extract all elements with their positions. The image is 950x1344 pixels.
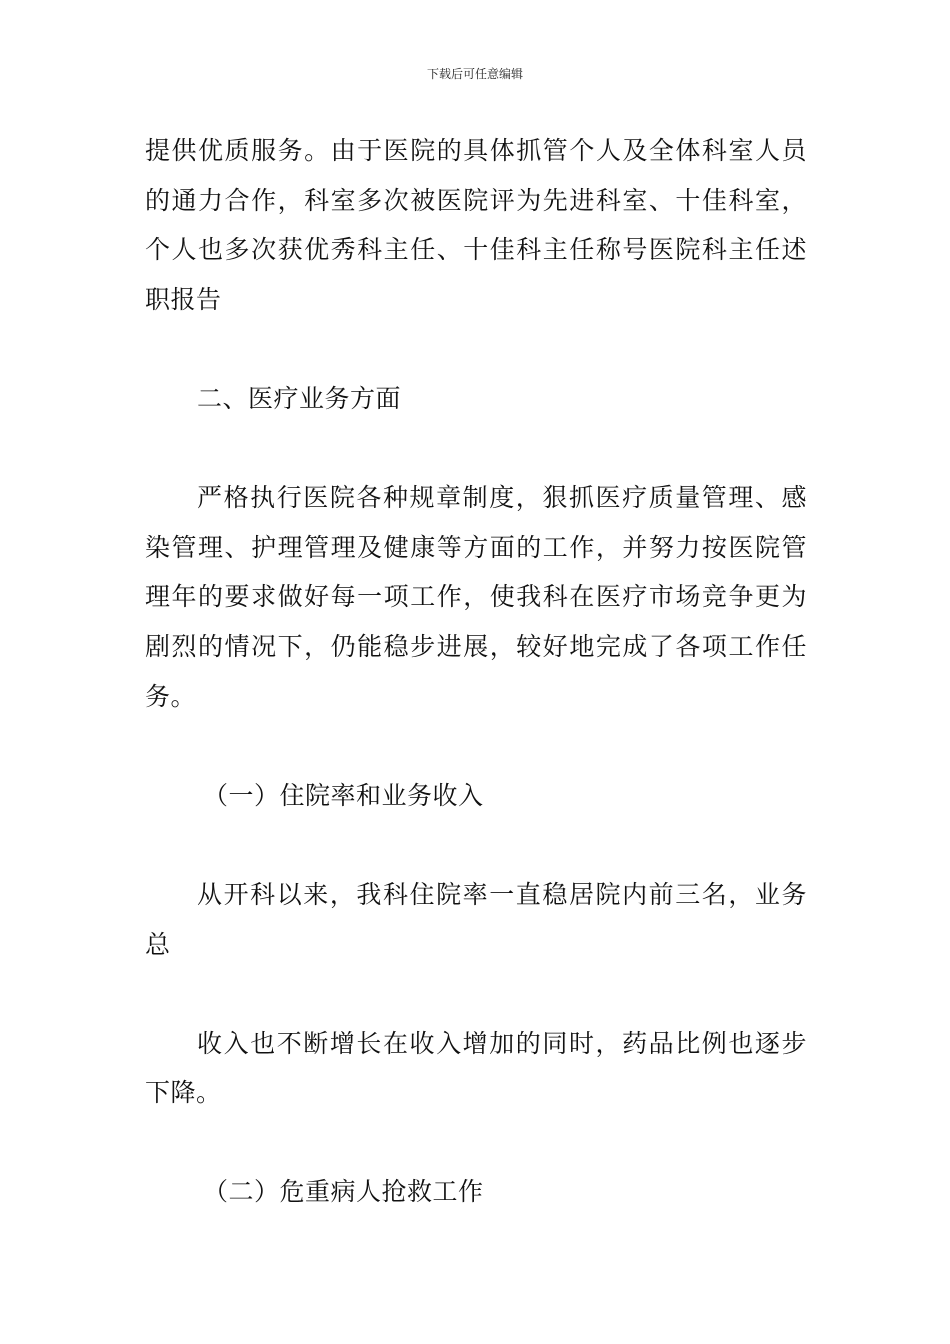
spacer [145, 969, 807, 1019]
spacer [145, 820, 807, 870]
paragraph-income-growth: 收入也不断增长在收入增加的同时，药品比例也逐步下降。 [145, 1028, 807, 1108]
spacer [145, 721, 807, 771]
subsection-heading-admission-income: （一）住院率和业务收入 [203, 780, 484, 810]
subsection-heading-critical-care: （二）危重病人抢救工作 [203, 1177, 484, 1207]
spacer [145, 424, 807, 474]
paragraph-service-summary: 提供优质服务。由于医院的具体抓管个人及全体科室人员的通力合作，科室多次被医院评为先进科室、十佳科室，个人也多次获优秀科主任、十佳科主任称号医院科主任述职报告 [145, 136, 807, 314]
paragraph-admission-rate: 从开科以来，我科住院率一直稳居院内前三名，业务总 [145, 879, 807, 959]
paragraph-management: 严格执行医院各种规章制度，狠抓医疗质量管理、感染管理、护理管理及健康等方面的工作，并努力按医院管理年的要求做好每一项工作，使我科在医疗市场竞争更为剧烈的情况下，仍能稳步进展，较好地完成了各项工作任务。 [145, 483, 807, 711]
spacer [145, 324, 807, 374]
document-body [145, 126, 807, 1217]
section-heading-medical-business: 二、医疗业务方面 [197, 383, 402, 413]
page-header: 下载后可任意编辑 [426, 67, 523, 81]
spacer [145, 1118, 807, 1168]
